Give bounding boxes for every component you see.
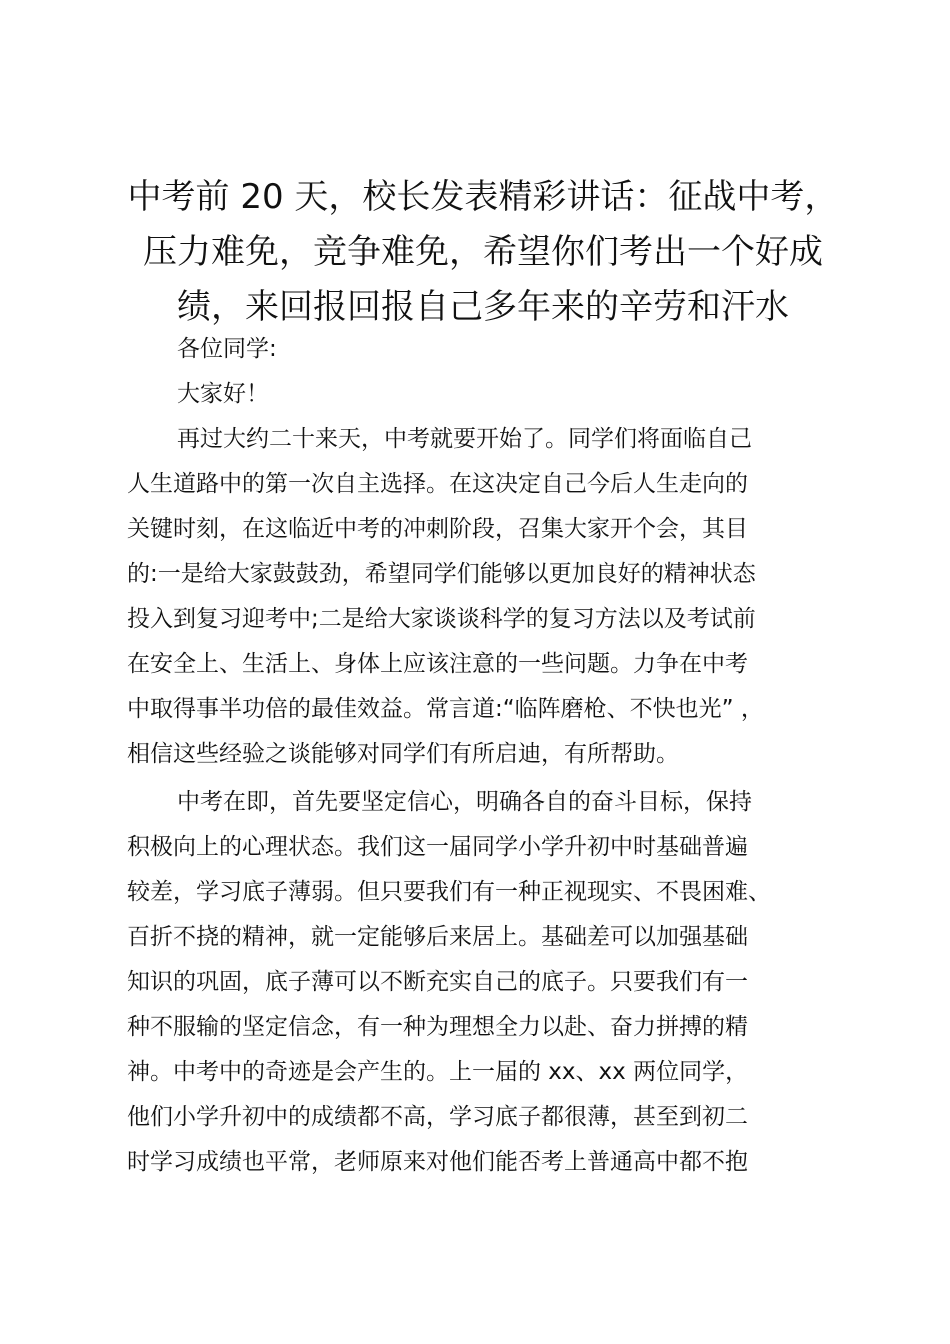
document-title xyxy=(118,170,848,335)
paragraph-line: 时学习成绩也平常，老师原来对他们能否考上普通高中都不抱 xyxy=(127,1149,748,1175)
paragraph-line: 神。中考中的奇迹是会产生的。上一届的 xx、xx 两位同学， xyxy=(127,1059,749,1085)
paragraph-line: 的:一是给大家鼓鼓劲，希望同学们能够以更加良好的精神状态 xyxy=(127,561,756,587)
paragraph-line: 种不服输的坚定信念，有一种为理想全力以赴、奋力拼搏的精 xyxy=(127,1014,748,1040)
title-line: 绩，来回报回报自己多年来的辛劳和汗水 xyxy=(177,287,789,327)
paragraph-line: 再过大约二十来天，中考就要开始了。同学们将面临自己 xyxy=(177,426,752,452)
paragraph-line: 投入到复习迎考中;二是给大家谈谈科学的复习方法以及考试前 xyxy=(127,606,756,632)
paragraph-line: 他们小学升初中的成绩都不高，学习底子都很薄，甚至到初二 xyxy=(127,1104,748,1130)
paragraph-line: 在安全上、生活上、身体上应该注意的一些问题。力争在中考 xyxy=(127,651,748,677)
title-line: 压力难免，竞争难免，希望你们考出一个好成 xyxy=(143,232,823,272)
title-line: 中考前 20 天，校长发表精彩讲话：征战中考， xyxy=(127,177,839,217)
paragraph-line: 中取得事半功倍的最佳效益。常言道:“临阵磨枪、不快也光” ， xyxy=(127,696,764,722)
paragraph-line: 相信这些经验之谈能够对同学们有所启迪，有所帮助。 xyxy=(127,741,679,767)
greeting: 大家好！ xyxy=(177,381,269,407)
paragraph-line: 知识的巩固，底子薄可以不断充实自己的底子。只要我们有一 xyxy=(127,969,748,995)
paragraph-line: 较差，学习底子薄弱。但只要我们有一种正视现实、不畏困难、 xyxy=(127,879,771,905)
paragraph-line: 积极向上的心理状态。我们这一届同学小学升初中时基础普遍 xyxy=(127,834,748,860)
paragraph-line: 百折不挠的精神，就一定能够后来居上。基础差可以加强基础 xyxy=(127,924,748,950)
paragraph-2 xyxy=(127,780,837,1185)
paragraph-1 xyxy=(127,417,837,777)
paragraph-line: 中考在即，首先要坚定信心，明确各自的奋斗目标，保持 xyxy=(177,789,752,815)
paragraph-line: 关键时刻，在这临近中考的冲刺阶段，召集大家开个会，其目 xyxy=(127,516,748,542)
paragraph-line: 人生道路中的第一次自主选择。在这决定自己今后人生走向的 xyxy=(127,471,748,497)
document-body xyxy=(127,327,837,1185)
salutation: 各位同学: xyxy=(177,336,277,362)
